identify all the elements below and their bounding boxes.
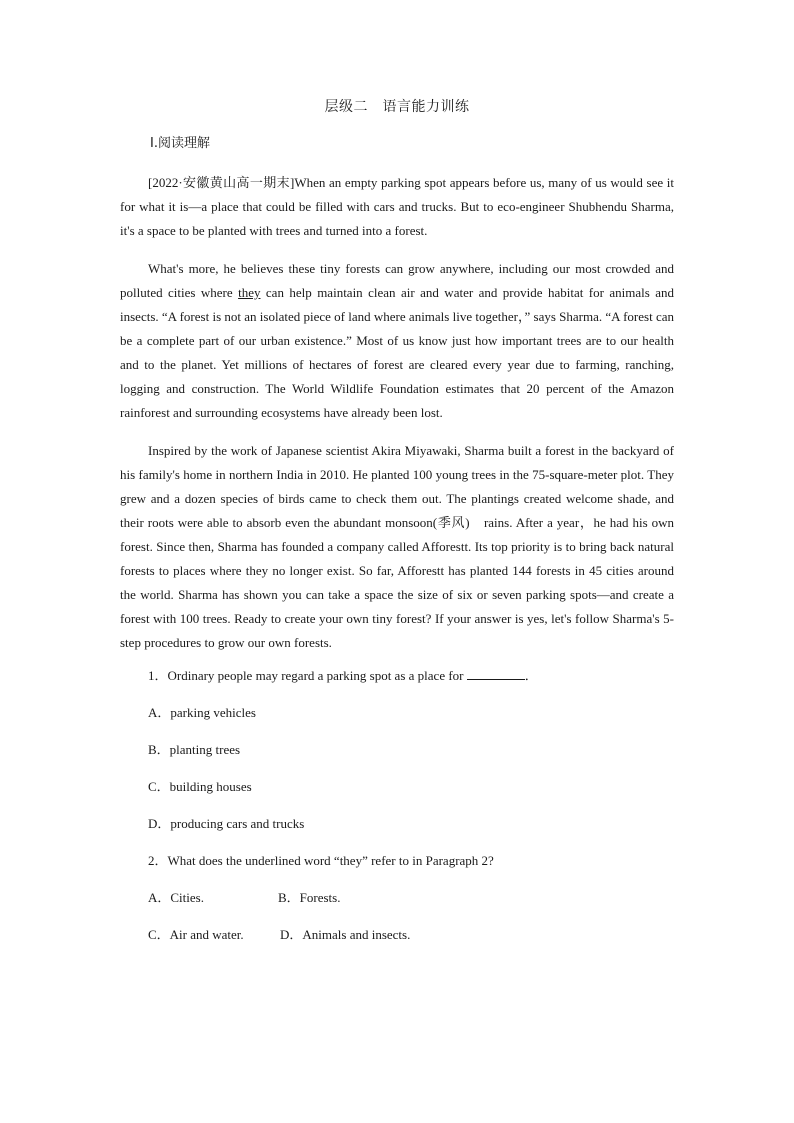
document-content: [120, 96, 674, 961]
underlined-word: they: [238, 285, 261, 300]
question-2-option-d: D．Animals and insects.: [280, 927, 411, 942]
paragraph-1: [120, 171, 674, 243]
question-2-option-c: C．Air and water.: [148, 927, 244, 942]
paragraph-1-text: When an empty parking spot appears before us, many of us would see it for what it is—a place that could be filled with cars and trucks. But to eco-engineer Shubhendu Sharma, it's a space to be planted with trees and turned into a forest.: [120, 175, 674, 238]
question-2-option-a: A．Cities.: [148, 890, 204, 905]
question-1-option-b: B．planting trees: [148, 742, 241, 757]
question-2: 2．What does the underlined word “they” refer to in Paragraph 2?: [148, 853, 494, 868]
question-1-end: ．: [524, 668, 538, 683]
paragraph-2: [120, 257, 674, 425]
question-2-options-row-2: [148, 924, 674, 945]
question-1-option-a: A．parking vehicles: [148, 705, 256, 720]
source-tag: [2022·安徽黄山高一期末]: [148, 175, 295, 190]
question-1-option-d: D．producing cars and trucks: [148, 816, 305, 831]
paragraph-2-text-start: What's more, he believes these tiny forests can grow anywhere, including our most crowded and polluted cities where: [120, 261, 674, 300]
paragraph-3: Inspired by the work of Japanese scientist Akira Miyawaki, Sharma built a forest in the backyard of his family's home in northern India in 2010. He planted 100 young trees in the 75-square-meter plot. They grew and a dozen species of birds came to check them out. The plantings created welcome shade, and their roots were able to absorb even the abundant monsoon(季风) rains. After a year，he had his own forest. Since then, Sharma has founded a company called Afforestt. Its top priority is to bring back natural forests to places where they no longer exist. So far, Afforestt has planted 144 forests in 45 cities around the world. Sharma has shown you can take a space the size of six or seven parking spots—and create a forest with 100 trees. Ready to create your own tiny forest? If your answer is yes, let's follow Sharma's 5-step procedures to grow our own forests.: [120, 443, 674, 650]
question-1-option-c: C．building houses: [148, 779, 252, 794]
section-heading: Ⅰ.阅读理解: [150, 136, 210, 151]
answer-blank: [467, 665, 525, 680]
page-title: 层级二 语言能力训练: [324, 99, 470, 115]
paragraph-2-text-end: can help maintain clean air and water and provide habitat for animals and insects. “A forest is not an isolated piece of land where animals live together，” says Sharma. “A forest can be a complete part of our urban existence.” Most of us know just how important trees are to our health and to the planet. Yet millions of hectares of forest are cleared every year due to farming, ranching, logging and construction. The World Wildlife Foundation estimates that 20 percent of the Amazon rainforest and surrounding ecosystems have already been lost.: [120, 285, 674, 420]
question-1: [148, 665, 674, 686]
question-2-options-row-1: [148, 887, 674, 908]
question-1-stem: 1．Ordinary people may regard a parking spot as a place for: [148, 668, 467, 683]
question-2-option-b: B．Forests.: [278, 890, 341, 905]
